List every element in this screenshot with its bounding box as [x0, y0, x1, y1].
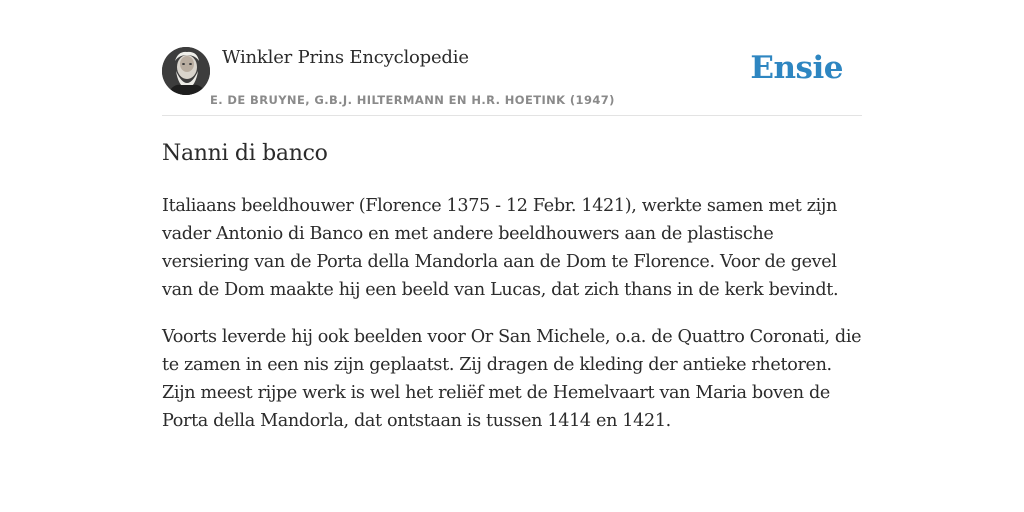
author-avatar[interactable]: [162, 47, 210, 95]
article-paragraph: Voorts leverde hij ook beelden voor Or San Michele, o.a. de Quattro Coronati, die te zamen in een nis zijn geplaatst. Zij dragen de kleding der antieke rhetoren. Zijn meest rijpe werk is wel het reliëf met de Hemelvaart van Maria boven de Porta della Mandorla, dat ontstaan is tussen 1414 en 1421.: [162, 327, 862, 431]
source-header: [162, 40, 862, 116]
source-authors: E. DE BRUYNE, G.B.J. HILTERMANN EN H.R. HOETINK (1947): [210, 93, 615, 107]
brand-logo[interactable]: Ensie: [750, 50, 843, 86]
article: [162, 138, 862, 435]
article-title: Nanni di banco: [162, 141, 328, 166]
portrait-icon: [162, 47, 210, 95]
source-title[interactable]: Winkler Prins Encyclopedie: [222, 47, 469, 68]
article-paragraph: Italiaans beeldhouwer (Florence 1375 - 12 Febr. 1421), werkte samen met zijn vader Antonio di Banco en met andere beeldhouwers aan de plastische versiering van de Porta della Mandorla aan de Dom te Florence. Voor de gevel van de Dom maakte hij een beeld van Lucas, dat zich thans in de kerk bevindt.: [162, 196, 839, 300]
